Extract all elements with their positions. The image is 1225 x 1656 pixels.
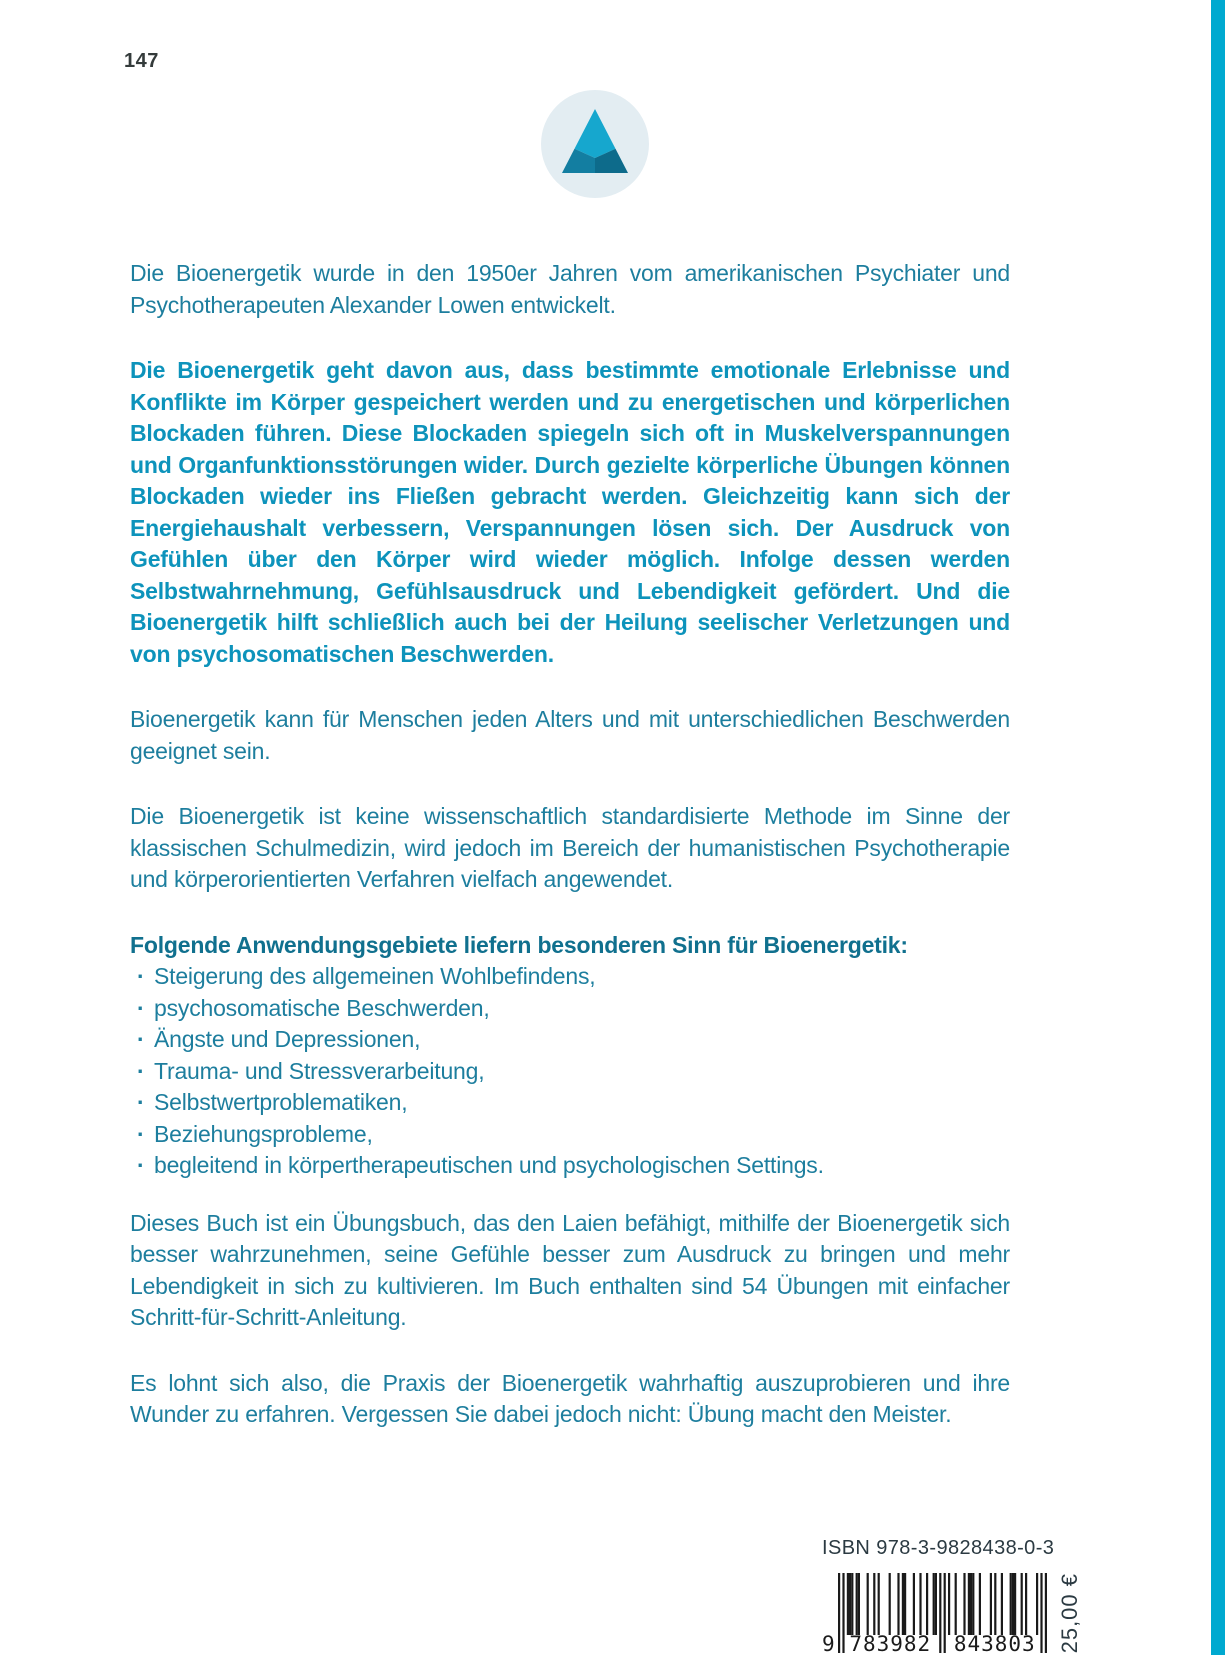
list-item: · Selbstwertproblematiken, — [154, 1087, 1010, 1119]
list-item: · begleitend in körpertherapeutischen und psychologischen Settings. — [154, 1150, 1010, 1182]
list-item: · Beziehungsprobleme, — [154, 1119, 1010, 1151]
spine-accent-bar — [1211, 0, 1225, 1655]
list-item: · Ängste und Depressionen, — [154, 1024, 1010, 1056]
barcode-digit-group: 843803 — [953, 1632, 1036, 1656]
price-label: 25,00 € — [1057, 1572, 1082, 1653]
application-areas-list — [130, 961, 1010, 1182]
paragraph-description: Die Bioenergetik geht davon aus, dass bestimmte emotionale Erlebnisse und Konflikte im Körper gespeichert werden und zu energetischen und körperlichen Blockaden führen. Diese Blockaden spiegeln sich oft in Muskelverspannungen und Organfunktionsstörungen wider. Durch gezielte körperliche Übungen können Blockaden wieder ins Fließen gebracht werden. Gleichzeitig kann sich der Energiehaushalt verbessern, Verspannungen lösen sich. Der Ausdruck von Gefühlen über den Körper wird wieder möglich. Infolge dessen werden Selbstwahrnehmung, Gefühlsausdruck und Lebendigkeit gefördert. Und die Bioenergetik hilft schließlich auch bei der Heilung seelischer Verletzungen und von psychosomatischen Beschwerden. — [130, 357, 1010, 667]
paragraph-method: Die Bioenergetik ist keine wissenschaftlich standardisierte Methode im Sinne der klassischen Schulmedizin, wird jedoch im Bereich der humanistischen Psychotherapie und körperorientierten Verfahren vielfach angewendet. — [130, 803, 1010, 892]
paragraph-audience: Bioenergetik kann für Menschen jeden Alters und mit unterschiedlichen Beschwerden geeignet sein. — [130, 706, 1010, 764]
barcode-lead-digit: 9 — [822, 1632, 835, 1656]
isbn-label: ISBN 978-3-9828438-0-3 — [822, 1537, 1055, 1559]
paragraph-book: Dieses Buch ist ein Übungsbuch, das den Laien befähigt, mithilfe der Bioenergetik sich besser wahrzunehmen, seine Gefühle besser zum Ausdruck zu bringen und mehr Lebendigkeit in sich zu kultivieren. Im Buch enthalten sind 54 Übungen mit einfacher Schritt-für-Schritt-Anleitung. — [130, 1209, 1010, 1330]
barcode-digits — [822, 1633, 1047, 1655]
barcode-digit-group: 783982 — [849, 1632, 932, 1656]
paragraph-intro: Die Bioenergetik wurde in den 1950er Jahren vom amerikanischen Psychiater und Psychotherapeuten Alexander Lowen entwickelt. — [130, 260, 1010, 318]
blurb-text — [130, 258, 1010, 1465]
barcode-row — [822, 1569, 1083, 1656]
pyramid-icon — [541, 90, 649, 198]
list-heading: Folgende Anwendungsgebiete liefern besonderen Sinn für Bioenergetik: — [130, 931, 908, 958]
list-item: · psychosomatische Beschwerden, — [154, 993, 1010, 1025]
ean13-barcode — [822, 1573, 1047, 1656]
page-number: 147 — [124, 50, 159, 72]
isbn-block — [822, 1537, 1083, 1656]
paragraph-closing: Es lohnt sich also, die Praxis der Bioenergetik wahrhaftig auszuprobieren und ihre Wunder zu erfahren. Vergessen Sie dabei jedoch nicht: Übung macht den Meister. — [130, 1369, 1010, 1427]
list-item: · Trauma- und Stressverarbeitung, — [154, 1056, 1010, 1088]
list-item: · Steigerung des allgemeinen Wohlbefindens, — [154, 961, 1010, 993]
publisher-logo — [541, 90, 649, 198]
